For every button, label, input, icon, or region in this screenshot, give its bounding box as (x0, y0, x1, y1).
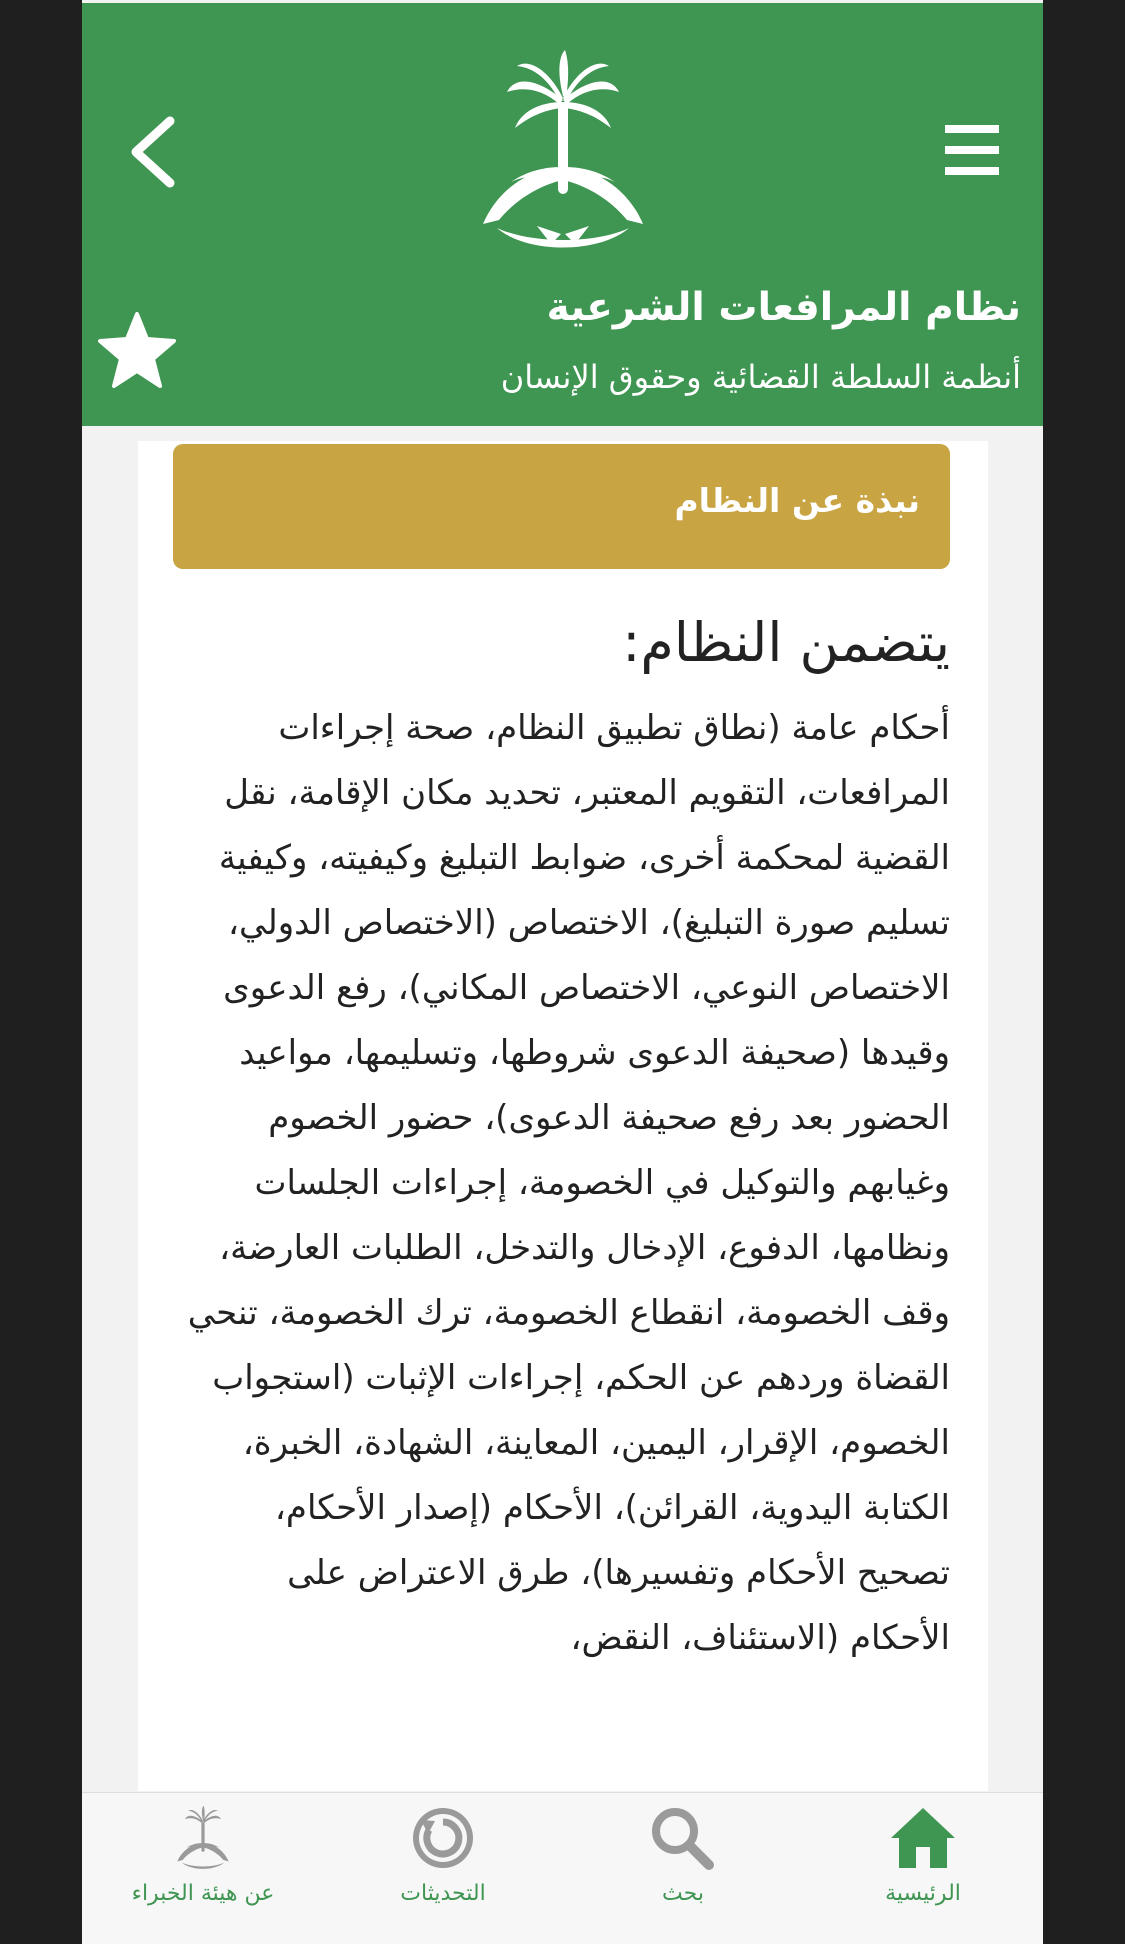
app-screen (82, 0, 1043, 1944)
home-icon (889, 1805, 957, 1871)
body-heading: يتضمن النظام: (622, 611, 950, 674)
hamburger-menu-icon[interactable] (943, 121, 1003, 181)
system-title: نظام المرافعات الشرعية (546, 285, 1021, 330)
refresh-icon (409, 1805, 477, 1871)
favorite-star-icon[interactable] (96, 310, 178, 392)
tab-about-experts[interactable] (83, 1793, 323, 1944)
content-card (138, 441, 988, 1791)
back-chevron-icon[interactable] (124, 115, 184, 189)
saudi-emblem-icon (174, 1805, 232, 1871)
bottom-tab-bar (82, 1792, 1043, 1944)
about-system-section-header[interactable] (173, 444, 950, 569)
app-header (82, 3, 1043, 426)
section-header-label: نبذة عن النظام (674, 481, 920, 520)
tab-about-experts-label: عن هيئة الخبراء (131, 1881, 275, 1906)
saudi-emblem-icon (477, 48, 649, 254)
tab-search[interactable] (563, 1793, 803, 1944)
tab-home[interactable] (803, 1793, 1043, 1944)
tab-updates[interactable] (323, 1793, 563, 1944)
tab-updates-label: التحديثات (400, 1881, 486, 1906)
tab-home-label: الرئيسية (885, 1881, 961, 1906)
search-icon (649, 1805, 717, 1871)
tab-search-label: بحث (662, 1881, 704, 1906)
system-description-text: أحكام عامة (نطاق تطبيق النظام، صحة إجراءات المرافعات، التقويم المعتبر، تحديد مكان الإقامة، نقل القضية لمحكمة أخرى، ضوابط التبليغ وكيفيته، وكيفية تسليم صورة التبليغ)، الاختصاص (الاختصاص الدولي، الاختصاص النوعي، الاختصاص المكاني)، رفع الدعوى وقيدها (صحيفة الدعوى شروطها، وتسليمها، مواعيد الحضور بعد رفع صحيفة الدعوى)، حضور الخصوم وغيابهم والتوكيل في الخصومة، إجراءات الجلسات ونظامها، الدفوع، الإدخال والتدخل، الطلبات العارضة، وقف الخصومة، انقطاع الخصومة، ترك الخصومة، تنحي القضاة وردهم عن الحكم، إجراءات الإثبات (استجواب الخصوم، الإقرار، اليمين، المعاينة، الشهادة، الخبرة، الكتابة اليدوية، القرائن)، الأحكام (إصدار الأحكام، تصحيح الأحكام وتفسيرها)، طرق الاعتراض على الأحكام (الاستئناف، النقض، (187, 708, 950, 1658)
system-category-subtitle: أنظمة السلطة القضائية وحقوق الإنسان (500, 358, 1021, 396)
